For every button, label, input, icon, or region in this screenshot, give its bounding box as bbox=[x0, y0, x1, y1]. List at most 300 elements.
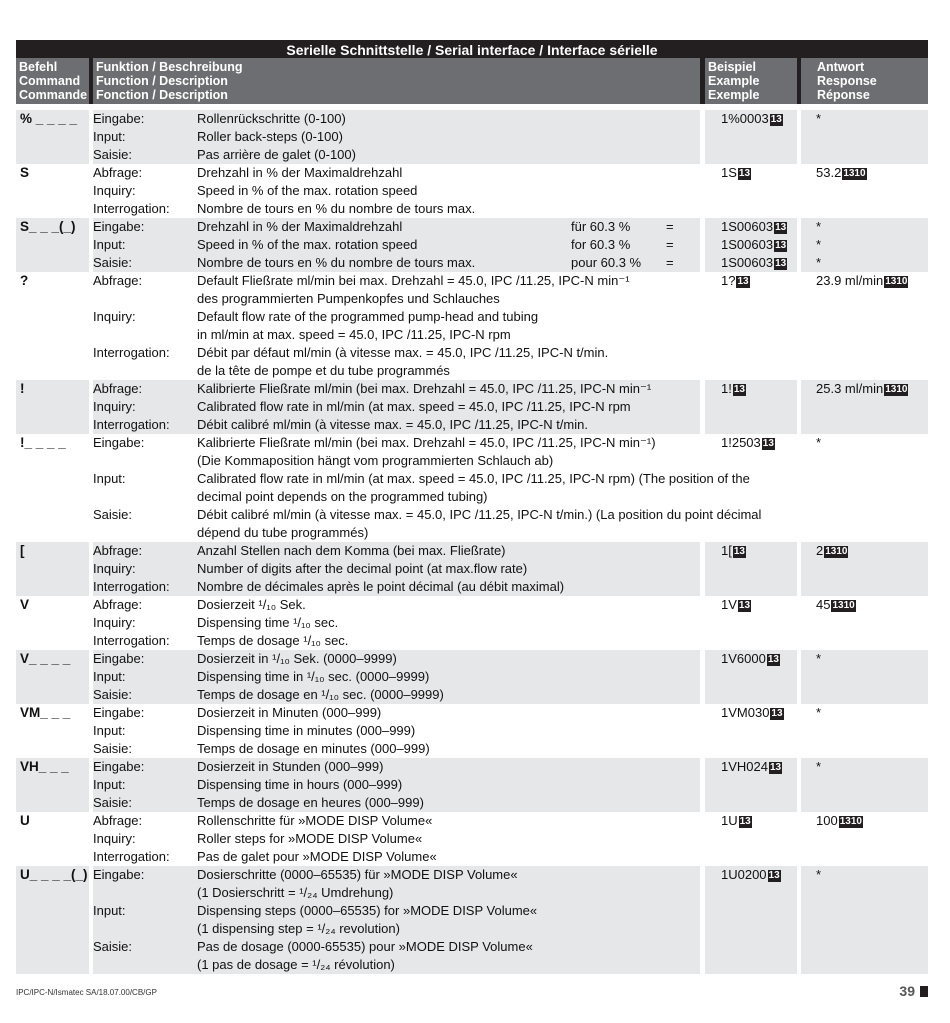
language-label bbox=[93, 488, 197, 506]
description-text: Default Fließrate ml/min bei max. Drehzahl = 45.0, IPC /11.25, IPC-N min⁻¹ bbox=[197, 273, 630, 288]
response-cell bbox=[801, 542, 928, 596]
response-text: * bbox=[816, 255, 822, 270]
function-cell bbox=[93, 596, 700, 650]
example-value bbox=[721, 650, 797, 668]
language-label: Interrogation: bbox=[93, 633, 170, 648]
header-command bbox=[16, 58, 89, 104]
language-label: Eingabe: bbox=[93, 705, 145, 720]
example-text: 1S bbox=[721, 165, 737, 180]
function-line bbox=[93, 272, 700, 290]
function-cell bbox=[93, 704, 700, 758]
command-cell bbox=[16, 272, 89, 380]
function-cell bbox=[93, 380, 700, 434]
response-value bbox=[816, 758, 928, 776]
example-text: 1S00603 bbox=[721, 237, 774, 252]
description-text: Drehzahl in % der Maximaldrehzahl bbox=[197, 165, 403, 180]
description-text: des programmierten Pumpenkopfes und Schlauches bbox=[197, 291, 500, 306]
language-label: Abfrage: bbox=[93, 543, 143, 558]
function-line bbox=[93, 452, 700, 470]
description-text: Temps de dosage en ¹/₁₀ sec. (0000–9999) bbox=[197, 687, 444, 702]
language-label: Eingabe: bbox=[93, 759, 145, 774]
value-note: for 60.3 % bbox=[571, 237, 631, 252]
response-value bbox=[816, 254, 928, 272]
page-marker bbox=[920, 986, 928, 997]
response-value bbox=[816, 542, 928, 560]
function-line bbox=[93, 218, 700, 236]
description-text: Débit calibré ml/min (à vitesse max. = 45.0, IPC /11.25, IPC-N t/min.) (La position du point décimal bbox=[197, 507, 762, 522]
language-label: Input: bbox=[93, 129, 126, 144]
control-code-glyph: 13 bbox=[769, 762, 782, 773]
command-cell bbox=[16, 596, 89, 650]
language-label: Input: bbox=[93, 471, 126, 486]
example-value bbox=[721, 254, 797, 272]
response-text: 45 bbox=[816, 597, 831, 612]
response-text: * bbox=[816, 435, 822, 450]
command-cell bbox=[16, 380, 89, 434]
page-number-text: 39 bbox=[899, 983, 915, 999]
description-text: dépend du tube programmés) bbox=[197, 525, 369, 540]
footer-reference: IPC/IPC-N/Ismatec SA/18.07.00/CB/GP bbox=[16, 988, 157, 997]
command-code: S_ _ _(_) bbox=[20, 219, 76, 234]
language-label: Saisie: bbox=[93, 147, 133, 162]
language-label bbox=[93, 524, 197, 542]
response-cell bbox=[801, 866, 928, 974]
function-line bbox=[93, 326, 700, 344]
header-function-de: Funktion / Beschreibung bbox=[96, 60, 243, 74]
response-value bbox=[816, 380, 928, 398]
table-row bbox=[16, 218, 928, 272]
command-code: % _ _ _ _ bbox=[20, 111, 78, 126]
function-cell bbox=[93, 758, 700, 812]
response-value bbox=[816, 704, 928, 722]
control-code-glyph: 1310 bbox=[843, 168, 866, 179]
function-line bbox=[93, 308, 700, 326]
language-label: Input: bbox=[93, 723, 126, 738]
example-text: 1V6000 bbox=[721, 651, 766, 666]
language-label bbox=[93, 326, 197, 344]
function-cell bbox=[93, 110, 700, 164]
response-text: 25.3 ml/min bbox=[816, 381, 884, 396]
example-value bbox=[721, 110, 797, 128]
command-code: ! bbox=[20, 381, 25, 396]
response-value bbox=[816, 812, 928, 830]
language-label: Abfrage: bbox=[93, 381, 143, 396]
description-text: Calibrated flow rate in ml/min (at max. speed = 45.0, IPC /11.25, IPC-N rpm bbox=[197, 399, 631, 414]
table-row bbox=[16, 866, 928, 974]
header-response-de: Antwort bbox=[817, 60, 865, 74]
response-cell bbox=[801, 164, 928, 218]
header-command-en: Command bbox=[19, 74, 81, 88]
description-text: Default flow rate of the programmed pump-head and tubing bbox=[197, 309, 539, 324]
response-text: * bbox=[816, 219, 822, 234]
command-cell bbox=[16, 704, 89, 758]
description-text: Speed in % of the max. rotation speed bbox=[197, 183, 418, 198]
table-header bbox=[16, 58, 928, 104]
language-label: Inquiry: bbox=[93, 309, 136, 324]
header-example-en: Example bbox=[708, 74, 760, 88]
function-line bbox=[93, 632, 700, 650]
function-line bbox=[93, 794, 700, 812]
command-code: ? bbox=[20, 273, 29, 288]
control-code-glyph: 13 bbox=[771, 708, 783, 719]
description-text: Kalibrierte Fließrate ml/min (bei max. Drehzahl = 45.0, IPC /11.25, IPC-N min⁻¹ bbox=[197, 381, 652, 396]
language-label bbox=[93, 290, 197, 308]
function-line bbox=[93, 668, 700, 686]
function-line bbox=[93, 938, 700, 956]
function-line bbox=[93, 812, 700, 830]
example-cell bbox=[705, 704, 797, 758]
response-text: 100 bbox=[816, 813, 838, 828]
function-line bbox=[93, 776, 700, 794]
example-text: 1VM030 bbox=[721, 705, 770, 720]
control-code-glyph: 13 bbox=[733, 546, 745, 557]
command-code: [ bbox=[20, 543, 25, 558]
example-cell bbox=[705, 380, 797, 434]
command-cell bbox=[16, 650, 89, 704]
example-cell bbox=[705, 434, 797, 542]
language-label: Abfrage: bbox=[93, 813, 143, 828]
function-line bbox=[93, 758, 700, 776]
example-text: 1VH024 bbox=[721, 759, 768, 774]
command-cell bbox=[16, 434, 89, 542]
description-text: decimal point depends on the programmed tubing) bbox=[197, 489, 488, 504]
description-text: Speed in % of the max. rotation speed bbox=[197, 237, 418, 252]
example-cell bbox=[705, 866, 797, 974]
function-line bbox=[93, 488, 700, 506]
example-cell bbox=[705, 812, 797, 866]
language-label: Inquiry: bbox=[93, 399, 136, 414]
description-text: Dispensing time in hours (000–999) bbox=[197, 777, 403, 792]
function-cell bbox=[93, 812, 700, 866]
control-code-glyph: 13 bbox=[762, 438, 774, 449]
language-label: Saisie: bbox=[93, 255, 133, 270]
control-code-glyph: 13 bbox=[738, 600, 751, 611]
language-label: Saisie: bbox=[93, 939, 133, 954]
function-line bbox=[93, 560, 700, 578]
command-cell bbox=[16, 866, 89, 974]
language-label: Interrogation: bbox=[93, 201, 170, 216]
response-value bbox=[816, 596, 928, 614]
response-cell bbox=[801, 110, 928, 164]
example-cell bbox=[705, 272, 797, 380]
equals-sign: = bbox=[666, 237, 674, 252]
response-text: 53.2 bbox=[816, 165, 842, 180]
header-function bbox=[93, 58, 700, 104]
example-value bbox=[721, 434, 797, 452]
function-line bbox=[93, 740, 700, 758]
control-code-glyph: 1310 bbox=[825, 546, 848, 557]
example-value bbox=[721, 704, 797, 722]
example-value bbox=[721, 164, 797, 182]
table-row bbox=[16, 812, 928, 866]
response-text: * bbox=[816, 651, 822, 666]
language-label: Interrogation: bbox=[93, 849, 170, 864]
language-label: Abfrage: bbox=[93, 597, 143, 612]
description-text: Number of digits after the decimal point (at max.flow rate) bbox=[197, 561, 528, 576]
example-value bbox=[721, 542, 797, 560]
control-code-glyph: 13 bbox=[770, 114, 782, 125]
example-cell bbox=[705, 596, 797, 650]
function-line bbox=[93, 956, 700, 974]
example-text: 1U0200 bbox=[721, 867, 767, 882]
function-line bbox=[93, 164, 700, 182]
function-line bbox=[93, 920, 700, 938]
description-text: Dosierzeit in Stunden (000–999) bbox=[197, 759, 384, 774]
language-label: Saisie: bbox=[93, 507, 133, 522]
function-line bbox=[93, 470, 750, 488]
example-text: 1!2503 bbox=[721, 435, 761, 450]
language-label bbox=[93, 362, 197, 380]
response-cell bbox=[801, 218, 928, 272]
table-row bbox=[16, 110, 928, 164]
response-text: * bbox=[816, 111, 822, 126]
control-code-glyph: 13 bbox=[775, 240, 787, 251]
example-text: 1! bbox=[721, 381, 732, 396]
example-cell bbox=[705, 218, 797, 272]
response-value bbox=[816, 236, 928, 254]
response-text: 2 bbox=[816, 543, 824, 558]
example-value bbox=[721, 866, 797, 884]
response-value bbox=[816, 218, 928, 236]
page-number bbox=[899, 983, 928, 999]
command-code: !_ _ _ _ bbox=[20, 435, 66, 450]
header-example bbox=[705, 58, 797, 104]
example-value bbox=[721, 236, 797, 254]
language-label: Inquiry: bbox=[93, 831, 136, 846]
description-text: in ml/min at max. speed = 45.0, IPC /11.25, IPC-N rpm bbox=[197, 327, 511, 342]
function-line bbox=[93, 506, 762, 524]
language-label bbox=[93, 920, 197, 938]
example-text: 1? bbox=[721, 273, 736, 288]
language-label bbox=[93, 956, 197, 974]
language-label: Saisie: bbox=[93, 741, 133, 756]
command-code: U bbox=[20, 813, 30, 828]
description-text: Dispensing time ¹/₁₀ sec. bbox=[197, 615, 339, 630]
value-note: pour 60.3 % bbox=[571, 255, 642, 270]
function-line bbox=[93, 254, 700, 272]
description-text: (1 Dosierschritt = ¹/₂₄ Umdrehung) bbox=[197, 885, 394, 900]
description-text: (1 dispensing step = ¹/₂₄ revolution) bbox=[197, 921, 400, 936]
command-code: S bbox=[20, 165, 30, 180]
example-value bbox=[721, 812, 797, 830]
description-text: Dispensing steps (0000–65535) for »MODE DISP Volume« bbox=[197, 903, 538, 918]
header-response bbox=[801, 58, 928, 104]
function-line bbox=[93, 866, 700, 884]
example-cell bbox=[705, 650, 797, 704]
table-row bbox=[16, 380, 928, 434]
equals-sign: = bbox=[666, 219, 674, 234]
description-text: Drehzahl in % der Maximaldrehzahl bbox=[197, 219, 403, 234]
function-line bbox=[93, 848, 700, 866]
description-text: Temps de dosage ¹/₁₀ sec. bbox=[197, 633, 349, 648]
description-text: Dispensing time in minutes (000–999) bbox=[197, 723, 416, 738]
function-line bbox=[93, 434, 700, 452]
response-cell bbox=[801, 650, 928, 704]
description-text: Pas arrière de galet (0-100) bbox=[197, 147, 356, 162]
command-code: VM_ _ _ bbox=[20, 705, 71, 720]
language-label: Interrogation: bbox=[93, 345, 170, 360]
description-text: Temps de dosage en heures (000–999) bbox=[197, 795, 424, 810]
table-row bbox=[16, 542, 928, 596]
table-row bbox=[16, 434, 928, 542]
language-label bbox=[93, 884, 197, 902]
description-text: Rollenrückschritte (0-100) bbox=[197, 111, 346, 126]
language-label: Inquiry: bbox=[93, 183, 136, 198]
table-title: Serielle Schnittstelle / Serial interface / Interface série​lle bbox=[16, 40, 928, 58]
description-text: Pas de dosage (0000-65535) pour »MODE DISP Volume« bbox=[197, 939, 533, 954]
function-line bbox=[93, 380, 700, 398]
function-line bbox=[93, 650, 700, 668]
table-row bbox=[16, 596, 928, 650]
example-cell bbox=[705, 110, 797, 164]
example-text: 1V bbox=[721, 597, 737, 612]
function-cell bbox=[93, 218, 700, 272]
response-value bbox=[816, 434, 928, 452]
example-text: 1S00603 bbox=[721, 219, 774, 234]
language-label: Eingabe: bbox=[93, 219, 145, 234]
function-line bbox=[93, 290, 700, 308]
description-text: Nombre de décimales après le point décimal (au débit maximal) bbox=[197, 579, 565, 594]
command-cell bbox=[16, 758, 89, 812]
function-line bbox=[93, 614, 700, 632]
command-code: V bbox=[20, 597, 30, 612]
language-label: Inquiry: bbox=[93, 561, 136, 576]
description-text: Dispensing time in ¹/₁₀ sec. (0000–9999) bbox=[197, 669, 430, 684]
function-line bbox=[93, 884, 700, 902]
response-cell bbox=[801, 272, 928, 380]
control-code-glyph: 1310 bbox=[832, 600, 855, 611]
language-label: Input: bbox=[93, 237, 126, 252]
table-row bbox=[16, 704, 928, 758]
description-text: Pas de galet pour »MODE DISP Volume« bbox=[197, 849, 437, 864]
function-line bbox=[93, 686, 700, 704]
command-code: VH_ _ _ bbox=[20, 759, 69, 774]
function-line bbox=[93, 146, 700, 164]
language-label: Inquiry: bbox=[93, 615, 136, 630]
response-text: * bbox=[816, 705, 822, 720]
control-code-glyph: 13 bbox=[768, 870, 780, 881]
language-label: Saisie: bbox=[93, 687, 133, 702]
language-label: Interrogation: bbox=[93, 579, 170, 594]
language-label: Input: bbox=[93, 777, 126, 792]
function-cell bbox=[93, 542, 700, 596]
header-response-en: Response bbox=[817, 74, 877, 88]
description-text: Temps de dosage en minutes (000–999) bbox=[197, 741, 430, 756]
example-value bbox=[721, 380, 797, 398]
example-value bbox=[721, 272, 797, 290]
function-line bbox=[93, 200, 700, 218]
response-cell bbox=[801, 434, 928, 542]
function-line bbox=[93, 704, 700, 722]
header-function-fr: Fonction / Description bbox=[96, 88, 228, 102]
response-cell bbox=[801, 380, 928, 434]
description-text: Roller back-steps (0-100) bbox=[197, 129, 343, 144]
serial-interface-table bbox=[16, 40, 928, 974]
description-text: Dosierzeit ¹/₁₀ Sek. bbox=[197, 597, 306, 612]
description-text: Rollenschritte für »MODE DISP Volume« bbox=[197, 813, 433, 828]
language-label: Abfrage: bbox=[93, 273, 143, 288]
description-text: Dosierzeit in ¹/₁₀ Sek. (0000–9999) bbox=[197, 651, 397, 666]
function-line bbox=[93, 362, 700, 380]
command-cell bbox=[16, 542, 89, 596]
command-cell bbox=[16, 812, 89, 866]
example-value bbox=[721, 596, 797, 614]
description-text: (1 pas de dosage = ¹/₂₄ révolution) bbox=[197, 957, 395, 972]
function-cell bbox=[93, 650, 700, 704]
description-text: Calibrated flow rate in ml/min (at max. speed = 45.0, IPC /11.25, IPC-N rpm) (The position of the bbox=[197, 471, 750, 486]
table-row bbox=[16, 164, 928, 218]
control-code-glyph: 1310 bbox=[839, 816, 862, 827]
description-text: Anzahl Stellen nach dem Komma (bei max. Fließrate) bbox=[197, 543, 506, 558]
function-line bbox=[93, 830, 700, 848]
control-code-glyph: 13 bbox=[775, 222, 787, 233]
function-cell bbox=[93, 164, 700, 218]
header-command-fr: Commande bbox=[19, 88, 88, 102]
command-cell bbox=[16, 218, 89, 272]
header-function-en: Function / Description bbox=[96, 74, 228, 88]
control-code-glyph: 13 bbox=[738, 168, 751, 179]
control-code-glyph: 1310 bbox=[885, 384, 908, 395]
control-code-glyph: 13 bbox=[733, 384, 745, 395]
example-text: 1[ bbox=[721, 543, 732, 558]
response-cell bbox=[801, 704, 928, 758]
response-text: * bbox=[816, 237, 822, 252]
function-line bbox=[93, 236, 700, 254]
command-code: V_ _ _ _ bbox=[20, 651, 71, 666]
example-cell bbox=[705, 542, 797, 596]
language-label: Eingabe: bbox=[93, 867, 145, 882]
language-label: Input: bbox=[93, 669, 126, 684]
function-cell bbox=[93, 866, 700, 974]
response-value bbox=[816, 110, 928, 128]
response-text: 23.9 ml/min bbox=[816, 273, 884, 288]
function-line bbox=[93, 416, 700, 434]
example-cell bbox=[705, 164, 797, 218]
example-cell bbox=[705, 758, 797, 812]
function-line bbox=[93, 722, 700, 740]
control-code-glyph: 13 bbox=[737, 276, 749, 287]
response-value bbox=[816, 866, 928, 884]
function-line bbox=[93, 344, 700, 362]
language-label: Abfrage: bbox=[93, 165, 143, 180]
language-label bbox=[93, 452, 197, 470]
command-code: U_ _ _ _(_) bbox=[20, 867, 88, 882]
function-line bbox=[93, 182, 700, 200]
response-text: * bbox=[816, 759, 822, 774]
header-response-fr: Réponse bbox=[817, 88, 870, 102]
value-note: für 60.3 % bbox=[571, 219, 631, 234]
response-cell bbox=[801, 812, 928, 866]
function-cell bbox=[93, 272, 700, 380]
example-text: 1%0003 bbox=[721, 111, 769, 126]
table-body bbox=[16, 110, 928, 974]
function-line bbox=[93, 542, 700, 560]
example-text: 1U bbox=[721, 813, 738, 828]
table-row bbox=[16, 650, 928, 704]
response-cell bbox=[801, 758, 928, 812]
language-label: Eingabe: bbox=[93, 111, 145, 126]
function-line bbox=[93, 578, 700, 596]
table-row bbox=[16, 758, 928, 812]
description-text: Débit par défaut ml/min (à vitesse max. = 45.0, IPC /11.25, IPC-N t/min. bbox=[197, 345, 609, 360]
description-text: Roller steps for »MODE DISP Volume« bbox=[197, 831, 423, 846]
example-value bbox=[721, 758, 797, 776]
response-value bbox=[816, 272, 928, 290]
example-value bbox=[721, 218, 797, 236]
header-command-de: Befehl bbox=[19, 60, 58, 74]
function-line bbox=[93, 524, 700, 542]
example-text: 1S00603 bbox=[721, 255, 774, 270]
